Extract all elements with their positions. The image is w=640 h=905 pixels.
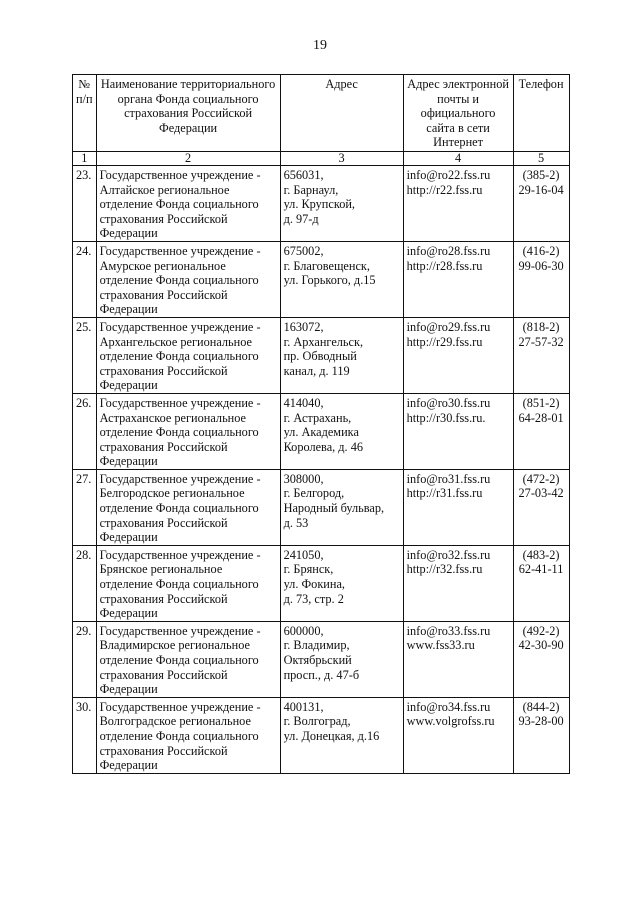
column-number: 5 xyxy=(513,152,569,166)
office-address-line: канал, д. 119 xyxy=(283,363,350,378)
office-name-line: Федерации xyxy=(99,378,158,393)
office-address-line: 241050, xyxy=(283,547,324,562)
office-name xyxy=(96,697,280,773)
office-name-line: страхования Российской xyxy=(99,363,228,378)
office-name-line: Федерации xyxy=(99,302,158,317)
office-name-line: Федерации xyxy=(99,454,158,469)
office-address-line: 675002, xyxy=(283,243,324,258)
office-address xyxy=(280,166,403,242)
office-address-line: 656031, xyxy=(283,168,324,182)
row-number: 27. xyxy=(73,469,97,545)
office-address-line: 308000, xyxy=(283,471,324,486)
office-web-contacts xyxy=(403,317,513,393)
row-number: 28. xyxy=(73,545,97,621)
row-number: 25. xyxy=(73,317,97,393)
office-address-line: г. Барнаул, xyxy=(283,182,339,197)
header-web-line: сайта в сети xyxy=(426,120,490,135)
office-address-line: Королева, д. 46 xyxy=(283,439,363,454)
office-name-line: страхования Российской xyxy=(99,743,228,758)
office-web-contacts xyxy=(403,166,513,242)
office-web-contacts-line: info@ro30.fss.ru xyxy=(406,395,491,410)
header-number-line: п/п xyxy=(76,91,93,106)
office-name-line: страхования Российской xyxy=(99,439,228,454)
office-name-line: отделение Фонда социального xyxy=(99,425,259,440)
office-address xyxy=(280,393,403,469)
office-address-line: 414040, xyxy=(283,395,324,410)
office-phone xyxy=(513,621,569,697)
office-name-line: Государственное учреждение - xyxy=(99,168,261,182)
office-web-contacts-line: http://r29.fss.ru xyxy=(406,334,483,349)
column-number-row xyxy=(73,152,570,166)
table-row xyxy=(73,166,570,242)
office-name-line: отделение Фонда социального xyxy=(99,501,259,516)
office-name-line: Государственное учреждение - xyxy=(99,623,261,638)
office-name xyxy=(96,545,280,621)
office-web-contacts xyxy=(403,469,513,545)
office-name-line: Амурское региональное xyxy=(99,258,226,273)
office-address xyxy=(280,545,403,621)
office-web-contacts-line: http://r32.fss.ru xyxy=(406,562,483,577)
office-address-line: г. Волгоград, xyxy=(283,714,351,729)
office-address-line: 400131, xyxy=(283,699,324,714)
table-row xyxy=(73,393,570,469)
office-phone xyxy=(513,166,569,242)
office-name-line: Федерации xyxy=(99,530,158,545)
office-address-line: ул. Горького, д.15 xyxy=(283,273,376,288)
office-name-line: страхования Российской xyxy=(99,287,228,302)
header-address xyxy=(280,75,403,152)
office-address xyxy=(280,697,403,773)
table-row xyxy=(73,317,570,393)
office-web-contacts-line: http://r31.fss.ru xyxy=(406,486,483,501)
office-name-line: Федерации xyxy=(99,226,158,241)
office-web-contacts-line: info@ro33.fss.ru xyxy=(406,623,491,638)
office-web-contacts-line: info@ro22.fss.ru xyxy=(406,168,491,182)
office-name-line: Государственное учреждение - xyxy=(99,395,261,410)
row-number: 29. xyxy=(73,621,97,697)
header-number xyxy=(73,75,97,152)
office-address-line: г. Брянск, xyxy=(283,562,334,577)
office-address-line: Народный бульвар, xyxy=(283,501,385,516)
row-number: 24. xyxy=(73,241,97,317)
office-address xyxy=(280,317,403,393)
office-web-contacts xyxy=(403,241,513,317)
header-number-line: № xyxy=(78,77,91,91)
office-address-line: пр. Обводный xyxy=(283,349,357,364)
office-name-line: страхования Российской xyxy=(99,591,228,606)
office-name-line: Алтайское региональное xyxy=(99,182,230,197)
office-address-line: ул. Донецкая, д.16 xyxy=(283,728,380,743)
office-web-contacts-line: http://r28.fss.ru xyxy=(406,258,483,273)
office-address-line: 600000, xyxy=(283,623,324,638)
office-name-line: страхования Российской xyxy=(99,667,228,682)
office-web-contacts xyxy=(403,621,513,697)
office-web-contacts-line: www.volgrofss.ru xyxy=(406,714,495,729)
office-address xyxy=(280,621,403,697)
office-address-line: г. Благовещенск, xyxy=(283,258,370,273)
office-phone xyxy=(513,469,569,545)
header-name xyxy=(96,75,280,152)
header-name-line: Наименование территориального xyxy=(100,77,276,91)
office-phone-line: (492-2) xyxy=(522,623,560,638)
column-number: 3 xyxy=(280,152,403,166)
office-phone-line: (844-2) xyxy=(522,699,560,714)
office-phone-line: (416-2) xyxy=(522,243,560,258)
table-row xyxy=(73,469,570,545)
office-name-line: отделение Фонда социального xyxy=(99,349,259,364)
office-phone-line: (483-2) xyxy=(522,547,560,562)
header-name-line: страхования Российской xyxy=(124,106,253,121)
office-phone-line: 93-28-00 xyxy=(518,714,564,729)
office-name-line: Владимирское региональное xyxy=(99,638,250,653)
office-web-contacts-line: www.fss33.ru xyxy=(406,638,475,653)
office-name-line: Астраханское региональное xyxy=(99,410,247,425)
office-phone-line: 29-16-04 xyxy=(518,182,564,197)
office-web-contacts-line: info@ro34.fss.ru xyxy=(406,699,491,714)
office-address-line: г. Архангельск, xyxy=(283,334,364,349)
office-name-line: Федерации xyxy=(99,682,158,697)
office-address-line: 163072, xyxy=(283,319,324,334)
office-name-line: Государственное учреждение - xyxy=(99,243,261,258)
office-address-line: ул. Академика xyxy=(283,425,359,440)
header-web-line: Адрес электронной xyxy=(407,77,509,91)
office-address-line: д. 97-д xyxy=(283,211,319,226)
table-row xyxy=(73,697,570,773)
office-web-contacts-line: info@ro31.fss.ru xyxy=(406,471,491,486)
office-web-contacts-line: http://r22.fss.ru xyxy=(406,182,483,197)
office-name xyxy=(96,393,280,469)
column-number: 4 xyxy=(403,152,513,166)
office-name-line: отделение Фонда социального xyxy=(99,728,259,743)
header-phone xyxy=(513,75,569,152)
office-name-line: Федерации xyxy=(99,758,158,773)
office-name xyxy=(96,317,280,393)
office-name-line: Государственное учреждение - xyxy=(99,319,261,334)
row-number: 23. xyxy=(73,166,97,242)
office-phone-line: 42-30-90 xyxy=(518,638,564,653)
office-address-line: д. 73, стр. 2 xyxy=(283,591,344,606)
office-name-line: Государственное учреждение - xyxy=(99,471,261,486)
office-name-line: страхования Российской xyxy=(99,211,228,226)
office-name-line: Федерации xyxy=(99,606,158,621)
header-web-line: официального xyxy=(420,106,496,121)
office-address-line: г. Белгород, xyxy=(283,486,345,501)
office-web-contacts-line: info@ro28.fss.ru xyxy=(406,243,491,258)
office-web-contacts xyxy=(403,697,513,773)
header-name-line: органа Фонда социального xyxy=(117,91,259,106)
office-name-line: Государственное учреждение - xyxy=(99,699,261,714)
office-name-line: отделение Фонда социального xyxy=(99,273,259,288)
header-web-line: почты и xyxy=(437,91,480,106)
office-web-contacts-line: info@ro29.fss.ru xyxy=(406,319,491,334)
office-phone-line: (472-2) xyxy=(522,471,560,486)
office-name-line: Белгородское региональное xyxy=(99,486,245,501)
office-name-line: Государственное учреждение - xyxy=(99,547,261,562)
office-address-line: просп., д. 47-б xyxy=(283,667,360,682)
office-web-contacts-line: info@ro32.fss.ru xyxy=(406,547,491,562)
office-name-line: Волгоградское региональное xyxy=(99,714,251,729)
office-name-line: отделение Фонда социального xyxy=(99,577,259,592)
table-row xyxy=(73,545,570,621)
row-number: 26. xyxy=(73,393,97,469)
column-number: 2 xyxy=(96,152,280,166)
column-number: 1 xyxy=(73,152,97,166)
office-address-line: ул. Фокина, xyxy=(283,577,346,592)
office-name-line: страхования Российской xyxy=(99,515,228,530)
office-name xyxy=(96,469,280,545)
office-address-line: г. Владимир, xyxy=(283,638,350,653)
office-address-line: ул. Крупской, xyxy=(283,197,355,212)
office-address xyxy=(280,469,403,545)
header-name-line: Федерации xyxy=(159,120,218,135)
header-web-line: Интернет xyxy=(433,135,483,150)
office-phone-line: 27-03-42 xyxy=(518,486,564,501)
office-web-contacts xyxy=(403,545,513,621)
office-phone-line: 64-28-01 xyxy=(518,410,564,425)
office-web-contacts-line: http://r30.fss.ru. xyxy=(406,410,486,425)
office-address xyxy=(280,241,403,317)
office-phone xyxy=(513,317,569,393)
office-name-line: отделение Фонда социального xyxy=(99,197,259,212)
office-web-contacts xyxy=(403,393,513,469)
office-phone xyxy=(513,393,569,469)
office-name xyxy=(96,166,280,242)
office-phone xyxy=(513,697,569,773)
row-number: 30. xyxy=(73,697,97,773)
office-address-line: г. Астрахань, xyxy=(283,410,352,425)
table-row xyxy=(73,241,570,317)
office-phone-line: (385-2) xyxy=(522,168,560,182)
page-number: 19 xyxy=(313,38,327,53)
office-phone-line: (818-2) xyxy=(522,319,560,334)
office-address-line: д. 53 xyxy=(283,515,309,530)
office-name-line: отделение Фонда социального xyxy=(99,653,259,667)
table-body xyxy=(73,166,570,774)
table-row xyxy=(73,621,570,697)
office-phone xyxy=(513,545,569,621)
header-phone-line: Телефон xyxy=(518,77,564,91)
header-address-line: Адрес xyxy=(325,77,358,91)
office-phone xyxy=(513,241,569,317)
office-phone-line: (851-2) xyxy=(522,395,560,410)
header-web xyxy=(403,75,513,152)
office-address-line: Октябрьский xyxy=(283,653,352,667)
office-phone-line: 27-57-32 xyxy=(518,334,564,349)
office-phone-line: 62-41-11 xyxy=(518,562,564,577)
office-name xyxy=(96,621,280,697)
office-name-line: Архангельское региональное xyxy=(99,334,252,349)
fss-offices-table xyxy=(72,74,570,774)
office-name-line: Брянское региональное xyxy=(99,562,223,577)
office-phone-line: 99-06-30 xyxy=(518,258,564,273)
header-row xyxy=(73,75,570,152)
office-name xyxy=(96,241,280,317)
